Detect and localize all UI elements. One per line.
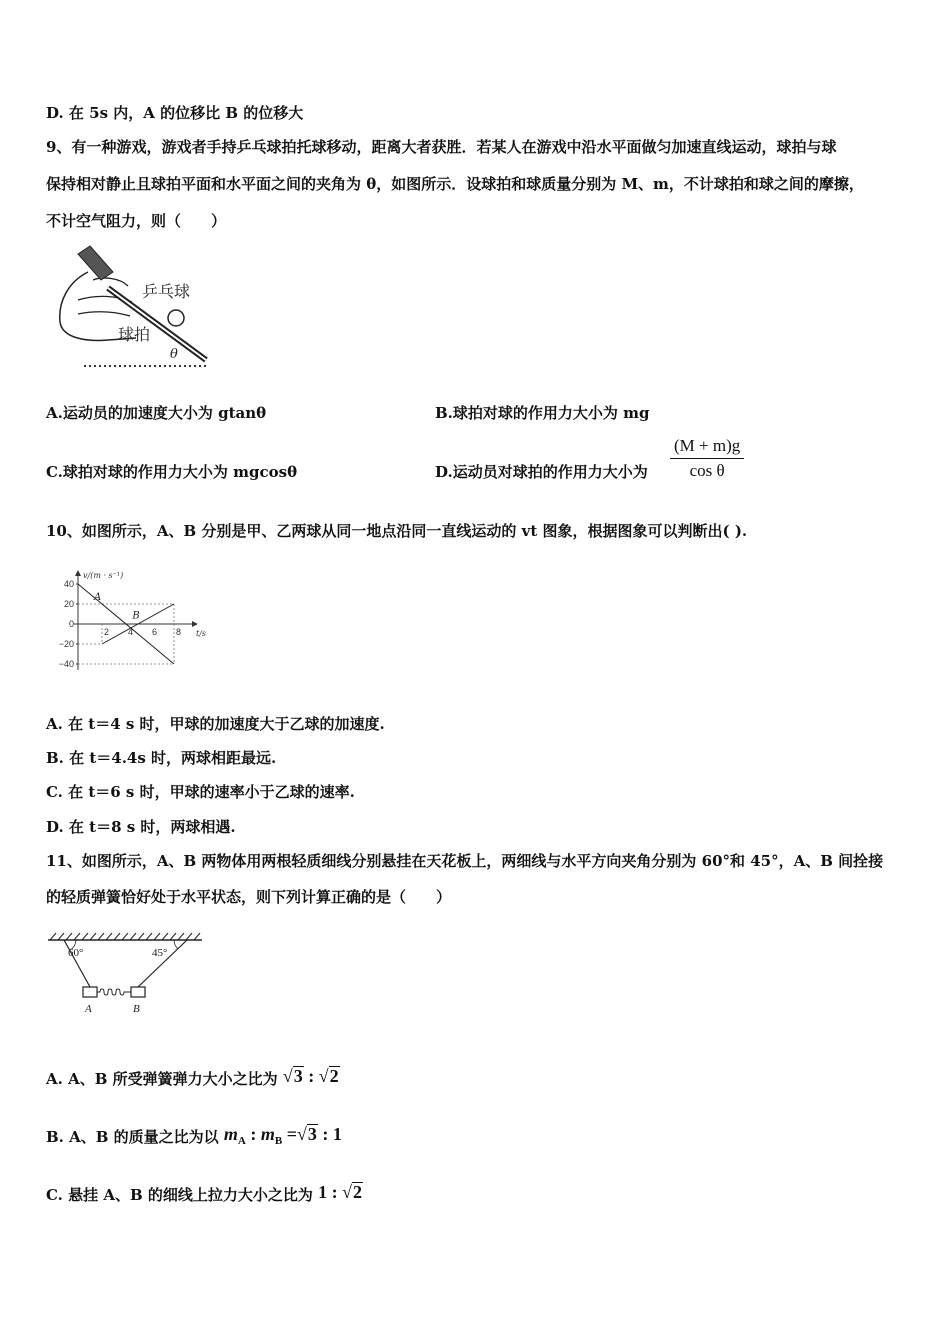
y-tick-label: 0: [68, 619, 74, 629]
x-tick-label: 8: [176, 627, 182, 637]
q11-option-b-text: B. A、B 的质量之比为以: [46, 1128, 219, 1146]
q11-stem-line1: 11、如图所示，A、B 两物体用两根轻质细线分别悬挂在天花板上，两细线与水平方向夹角分别为 60°和 45°，A、B 间拴接: [46, 852, 884, 870]
q9-option-a: A.运动员的加速度大小为 gtanθ: [46, 404, 267, 422]
q11-option-c: [46, 1182, 363, 1205]
x-tick-label: 6: [152, 627, 158, 637]
q11-label-b: B: [133, 1003, 140, 1015]
q11-option-c-text: C. 悬挂 A、B 的细线上拉力大小之比为: [46, 1186, 313, 1204]
q11-option-c-math: 1 : √2: [318, 1182, 363, 1202]
q9-racket-figure: [48, 242, 218, 372]
q10-vt-chart: [48, 556, 228, 686]
q11-angle-right: 45°: [152, 947, 168, 959]
x-tick-label: 2: [104, 627, 110, 637]
q10-stem: 10、如图所示，A、B 分别是甲、乙两球从同一地点沿同一直线运动的 vt 图象，根据图象可以判断出( ).: [46, 522, 748, 540]
y-axis-arrow: [75, 570, 81, 576]
q11-option-a-math: √3 : √2: [282, 1066, 339, 1086]
q9-option-c: C.球拍对球的作用力大小为 mgcosθ: [46, 463, 298, 481]
x-tick-label: 4: [128, 627, 134, 637]
q9-label-ball: 乒乓球: [142, 282, 191, 301]
q9-stem-line1: 9、有一种游戏，游戏者手持乒乓球拍托球移动，距离大者获胜．若某人在游戏中沿水平面做匀加速直线运动，球拍与球: [46, 138, 837, 156]
x-axis-arrow: [192, 621, 198, 627]
q9-option-d-denominator: cos θ: [689, 461, 725, 480]
q11-option-a: [46, 1066, 340, 1089]
q9-stem-line3: 不计空气阻力，则（ ）: [46, 212, 227, 230]
q10-option-d: D. 在 t＝8 s 时，两球相遇.: [46, 818, 236, 836]
q10-option-b: B. 在 t＝4.4s 时，两球相距最远.: [46, 749, 277, 767]
q10-option-c: C. 在 t＝6 s 时，甲球的速率小于乙球的速率.: [46, 783, 355, 801]
q8-option-d: D. 在 5s 内，A 的位移比 B 的位移大: [46, 104, 304, 122]
q9-stem-line2: 保持相对静止且球拍平面和水平面之间的夹角为 θ，如图所示．设球拍和球质量分别为 M、m，不计球拍和球之间的摩擦，: [46, 175, 864, 193]
q11-option-b: [46, 1124, 342, 1151]
x-axis-label: t/s: [196, 629, 207, 638]
y-tick-label: 40: [63, 579, 74, 589]
q9-option-d-numerator: (M + m)g: [670, 436, 744, 459]
y-axis-label: v/(m · s⁻¹): [83, 571, 124, 580]
y-tick-label: 20: [63, 599, 74, 609]
q9-label-angle: θ: [170, 347, 178, 362]
series-label-B: B: [132, 610, 140, 622]
q9-option-b: B.球拍对球的作用力大小为 mg: [435, 404, 650, 422]
q11-hanging-figure: [46, 932, 206, 1018]
y-tick-label: −40: [58, 659, 74, 669]
q11-option-b-math: $m_A$ : $m_B =√3$ : 1: [223, 1124, 342, 1147]
q9-label-racket: 球拍: [118, 325, 151, 344]
y-tick-label: −20: [58, 639, 74, 649]
q10-option-a: A. 在 t＝4 s 时，甲球的加速度大于乙球的加速度.: [46, 715, 385, 733]
q11-option-a-text: A. A、B 所受弹簧弹力大小之比为: [46, 1070, 278, 1088]
q9-option-d: D.运动员对球拍的作用力大小为: [435, 463, 648, 481]
q11-stem-line2: 的轻质弹簧恰好处于水平状态，则下列计算正确的是（ ）: [46, 888, 452, 906]
q11-angle-left: 60°: [68, 947, 84, 959]
q9-option-d-fraction: [670, 436, 744, 481]
q11-label-a: A: [85, 1003, 92, 1015]
series-label-A: A: [94, 592, 102, 603]
